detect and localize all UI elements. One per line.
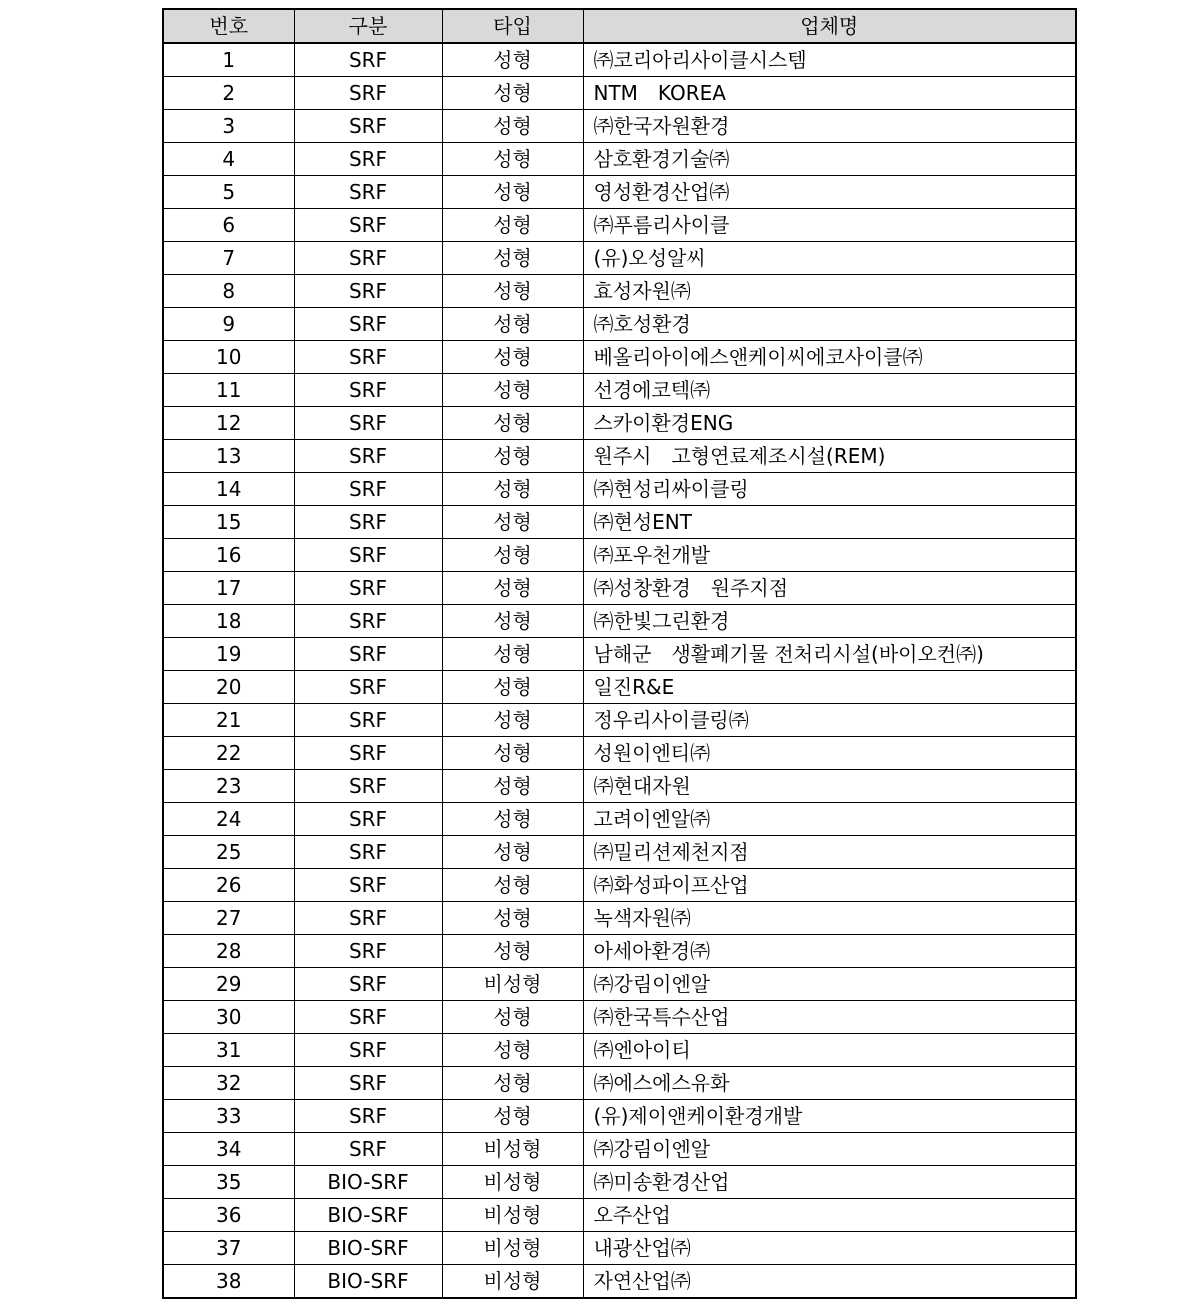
row-category-cell: SRF (294, 902, 442, 935)
row-category-cell: SRF (294, 275, 442, 308)
row-company-cell: ㈜한국특수산업 (583, 1001, 1076, 1034)
row-category-cell: SRF (294, 572, 442, 605)
row-category-cell: SRF (294, 209, 442, 242)
row-number-cell: 36 (163, 1199, 294, 1232)
row-category-cell: SRF (294, 506, 442, 539)
row-company-cell: 스카이환경ENG (583, 407, 1076, 440)
row-company-cell: 성원이엔티㈜ (583, 737, 1076, 770)
table-row (163, 1100, 1076, 1133)
company-table (162, 8, 1077, 1299)
row-number-cell: 8 (163, 275, 294, 308)
row-type-cell: 성형 (442, 341, 583, 374)
row-company-cell: ㈜현성ENT (583, 506, 1076, 539)
row-type-cell: 성형 (442, 209, 583, 242)
row-category-cell: SRF (294, 836, 442, 869)
row-category-cell: SRF (294, 539, 442, 572)
row-number-cell: 19 (163, 638, 294, 671)
row-company-cell: (유)제이앤케이환경개발 (583, 1100, 1076, 1133)
row-type-cell: 성형 (442, 275, 583, 308)
row-number-cell: 9 (163, 308, 294, 341)
table-row (163, 506, 1076, 539)
table-row (163, 143, 1076, 176)
row-category-cell: SRF (294, 803, 442, 836)
table-row (163, 803, 1076, 836)
row-type-cell: 성형 (442, 143, 583, 176)
table-row (163, 1133, 1076, 1166)
row-company-cell: 삼호환경기술㈜ (583, 143, 1076, 176)
row-category-cell: SRF (294, 1100, 442, 1133)
table-row (163, 1166, 1076, 1199)
row-type-cell: 성형 (442, 539, 583, 572)
table-row (163, 869, 1076, 902)
row-type-cell: 성형 (442, 242, 583, 275)
table-row (163, 572, 1076, 605)
row-type-cell: 성형 (442, 836, 583, 869)
row-category-cell: SRF (294, 638, 442, 671)
row-category-cell: SRF (294, 935, 442, 968)
table-row (163, 308, 1076, 341)
table-row (163, 1067, 1076, 1100)
row-category-cell: SRF (294, 770, 442, 803)
row-number-cell: 3 (163, 110, 294, 143)
row-number-cell: 23 (163, 770, 294, 803)
row-number-cell: 6 (163, 209, 294, 242)
row-type-cell: 성형 (442, 1067, 583, 1100)
header-type: 타입 (442, 9, 583, 43)
row-category-cell: SRF (294, 671, 442, 704)
row-number-cell: 4 (163, 143, 294, 176)
row-category-cell: SRF (294, 1067, 442, 1100)
row-category-cell: BIO-SRF (294, 1265, 442, 1299)
row-type-cell: 성형 (442, 935, 583, 968)
table-row (163, 440, 1076, 473)
header-row (163, 9, 1076, 43)
row-company-cell: 효성자원㈜ (583, 275, 1076, 308)
row-type-cell: 성형 (442, 407, 583, 440)
row-number-cell: 5 (163, 176, 294, 209)
table-row (163, 539, 1076, 572)
row-type-cell: 비성형 (442, 1265, 583, 1299)
row-company-cell: 녹색자원㈜ (583, 902, 1076, 935)
row-type-cell: 성형 (442, 440, 583, 473)
row-number-cell: 30 (163, 1001, 294, 1034)
row-type-cell: 성형 (442, 176, 583, 209)
table-row (163, 1001, 1076, 1034)
row-number-cell: 20 (163, 671, 294, 704)
table-row (163, 110, 1076, 143)
table-row (163, 638, 1076, 671)
row-company-cell: ㈜에스에스유화 (583, 1067, 1076, 1100)
row-category-cell: SRF (294, 341, 442, 374)
table-row (163, 275, 1076, 308)
row-type-cell: 성형 (442, 902, 583, 935)
row-number-cell: 29 (163, 968, 294, 1001)
row-type-cell: 성형 (442, 308, 583, 341)
row-type-cell: 성형 (442, 671, 583, 704)
row-company-cell: ㈜강림이엔알 (583, 1133, 1076, 1166)
row-type-cell: 비성형 (442, 1232, 583, 1265)
row-company-cell: ㈜코리아리사이클시스템 (583, 43, 1076, 77)
row-type-cell: 성형 (442, 1100, 583, 1133)
table-row (163, 968, 1076, 1001)
table-row (163, 242, 1076, 275)
row-number-cell: 17 (163, 572, 294, 605)
row-category-cell: SRF (294, 737, 442, 770)
row-company-cell: ㈜엔아이티 (583, 1034, 1076, 1067)
row-type-cell: 비성형 (442, 1133, 583, 1166)
row-company-cell: 내광산업㈜ (583, 1232, 1076, 1265)
row-type-cell: 성형 (442, 770, 583, 803)
row-type-cell: 성형 (442, 77, 583, 110)
row-number-cell: 21 (163, 704, 294, 737)
table-row (163, 374, 1076, 407)
row-number-cell: 16 (163, 539, 294, 572)
row-type-cell: 성형 (442, 869, 583, 902)
row-company-cell: ㈜한국자원환경 (583, 110, 1076, 143)
row-company-cell: 아세아환경㈜ (583, 935, 1076, 968)
row-company-cell: ㈜호성환경 (583, 308, 1076, 341)
row-category-cell: SRF (294, 473, 442, 506)
row-company-cell: ㈜성창환경 원주지점 (583, 572, 1076, 605)
row-number-cell: 25 (163, 836, 294, 869)
row-company-cell: ㈜강림이엔알 (583, 968, 1076, 1001)
row-company-cell: 선경에코텍㈜ (583, 374, 1076, 407)
row-company-cell: ㈜한빛그린환경 (583, 605, 1076, 638)
table-row (163, 770, 1076, 803)
row-number-cell: 34 (163, 1133, 294, 1166)
row-type-cell: 비성형 (442, 968, 583, 1001)
row-company-cell: ㈜현대자원 (583, 770, 1076, 803)
header-category: 구분 (294, 9, 442, 43)
table-row (163, 836, 1076, 869)
row-number-cell: 37 (163, 1232, 294, 1265)
table-row (163, 737, 1076, 770)
row-number-cell: 14 (163, 473, 294, 506)
row-category-cell: SRF (294, 1133, 442, 1166)
row-category-cell: SRF (294, 704, 442, 737)
row-number-cell: 2 (163, 77, 294, 110)
row-type-cell: 성형 (442, 803, 583, 836)
table-row (163, 209, 1076, 242)
row-category-cell: SRF (294, 1034, 442, 1067)
row-number-cell: 13 (163, 440, 294, 473)
row-category-cell: SRF (294, 968, 442, 1001)
table-row (163, 1232, 1076, 1265)
table-row (163, 43, 1076, 77)
row-company-cell: ㈜포우천개발 (583, 539, 1076, 572)
row-number-cell: 28 (163, 935, 294, 968)
table-row (163, 473, 1076, 506)
header-number: 번호 (163, 9, 294, 43)
table-body (163, 43, 1076, 1298)
row-type-cell: 성형 (442, 737, 583, 770)
row-company-cell: NTM KOREA (583, 77, 1076, 110)
row-number-cell: 26 (163, 869, 294, 902)
row-company-cell: 오주산업 (583, 1199, 1076, 1232)
row-type-cell: 성형 (442, 110, 583, 143)
table-row (163, 77, 1076, 110)
table-row (163, 935, 1076, 968)
row-number-cell: 18 (163, 605, 294, 638)
row-type-cell: 비성형 (442, 1199, 583, 1232)
row-number-cell: 27 (163, 902, 294, 935)
row-company-cell: (유)오성알씨 (583, 242, 1076, 275)
row-category-cell: SRF (294, 1001, 442, 1034)
row-number-cell: 35 (163, 1166, 294, 1199)
row-company-cell: 남해군 생활폐기물 전처리시설(바이오컨㈜) (583, 638, 1076, 671)
row-number-cell: 12 (163, 407, 294, 440)
table-row (163, 1034, 1076, 1067)
row-company-cell: ㈜푸름리사이클 (583, 209, 1076, 242)
table-row (163, 704, 1076, 737)
row-company-cell: 일진R&E (583, 671, 1076, 704)
row-type-cell: 비성형 (442, 1166, 583, 1199)
row-category-cell: BIO-SRF (294, 1232, 442, 1265)
table-row (163, 605, 1076, 638)
row-number-cell: 24 (163, 803, 294, 836)
row-type-cell: 성형 (442, 638, 583, 671)
row-category-cell: SRF (294, 407, 442, 440)
row-type-cell: 성형 (442, 374, 583, 407)
row-company-cell: ㈜화성파이프산업 (583, 869, 1076, 902)
row-number-cell: 31 (163, 1034, 294, 1067)
table-row (163, 341, 1076, 374)
row-number-cell: 7 (163, 242, 294, 275)
table-row (163, 1265, 1076, 1299)
row-category-cell: SRF (294, 110, 442, 143)
row-number-cell: 33 (163, 1100, 294, 1133)
table-row (163, 407, 1076, 440)
row-company-cell: 원주시 고형연료제조시설(REM) (583, 440, 1076, 473)
row-company-cell: ㈜밀리션제천지점 (583, 836, 1076, 869)
row-number-cell: 22 (163, 737, 294, 770)
row-type-cell: 성형 (442, 506, 583, 539)
row-category-cell: SRF (294, 176, 442, 209)
row-company-cell: ㈜현성리싸이클링 (583, 473, 1076, 506)
row-company-cell: 베올리아이에스앤케이씨에코사이클㈜ (583, 341, 1076, 374)
table-row (163, 902, 1076, 935)
row-category-cell: SRF (294, 605, 442, 638)
row-company-cell: ㈜미송환경산업 (583, 1166, 1076, 1199)
row-category-cell: BIO-SRF (294, 1199, 442, 1232)
row-number-cell: 32 (163, 1067, 294, 1100)
row-type-cell: 성형 (442, 1001, 583, 1034)
row-category-cell: SRF (294, 374, 442, 407)
row-category-cell: SRF (294, 242, 442, 275)
row-company-cell: 고려이엔알㈜ (583, 803, 1076, 836)
table-row (163, 671, 1076, 704)
row-type-cell: 성형 (442, 572, 583, 605)
row-type-cell: 성형 (442, 1034, 583, 1067)
table-row (163, 176, 1076, 209)
row-category-cell: SRF (294, 308, 442, 341)
row-type-cell: 성형 (442, 473, 583, 506)
row-company-cell: 정우리사이클링㈜ (583, 704, 1076, 737)
row-type-cell: 성형 (442, 43, 583, 77)
row-category-cell: SRF (294, 143, 442, 176)
row-type-cell: 성형 (442, 704, 583, 737)
row-category-cell: SRF (294, 869, 442, 902)
row-company-cell: 자연산업㈜ (583, 1265, 1076, 1299)
header-company: 업체명 (583, 9, 1076, 43)
row-company-cell: 영성환경산업㈜ (583, 176, 1076, 209)
row-number-cell: 10 (163, 341, 294, 374)
row-number-cell: 38 (163, 1265, 294, 1299)
row-category-cell: SRF (294, 77, 442, 110)
row-number-cell: 1 (163, 43, 294, 77)
row-category-cell: SRF (294, 440, 442, 473)
row-number-cell: 15 (163, 506, 294, 539)
row-category-cell: BIO-SRF (294, 1166, 442, 1199)
row-number-cell: 11 (163, 374, 294, 407)
row-type-cell: 성형 (442, 605, 583, 638)
table-header (163, 9, 1076, 43)
row-category-cell: SRF (294, 43, 442, 77)
table-row (163, 1199, 1076, 1232)
